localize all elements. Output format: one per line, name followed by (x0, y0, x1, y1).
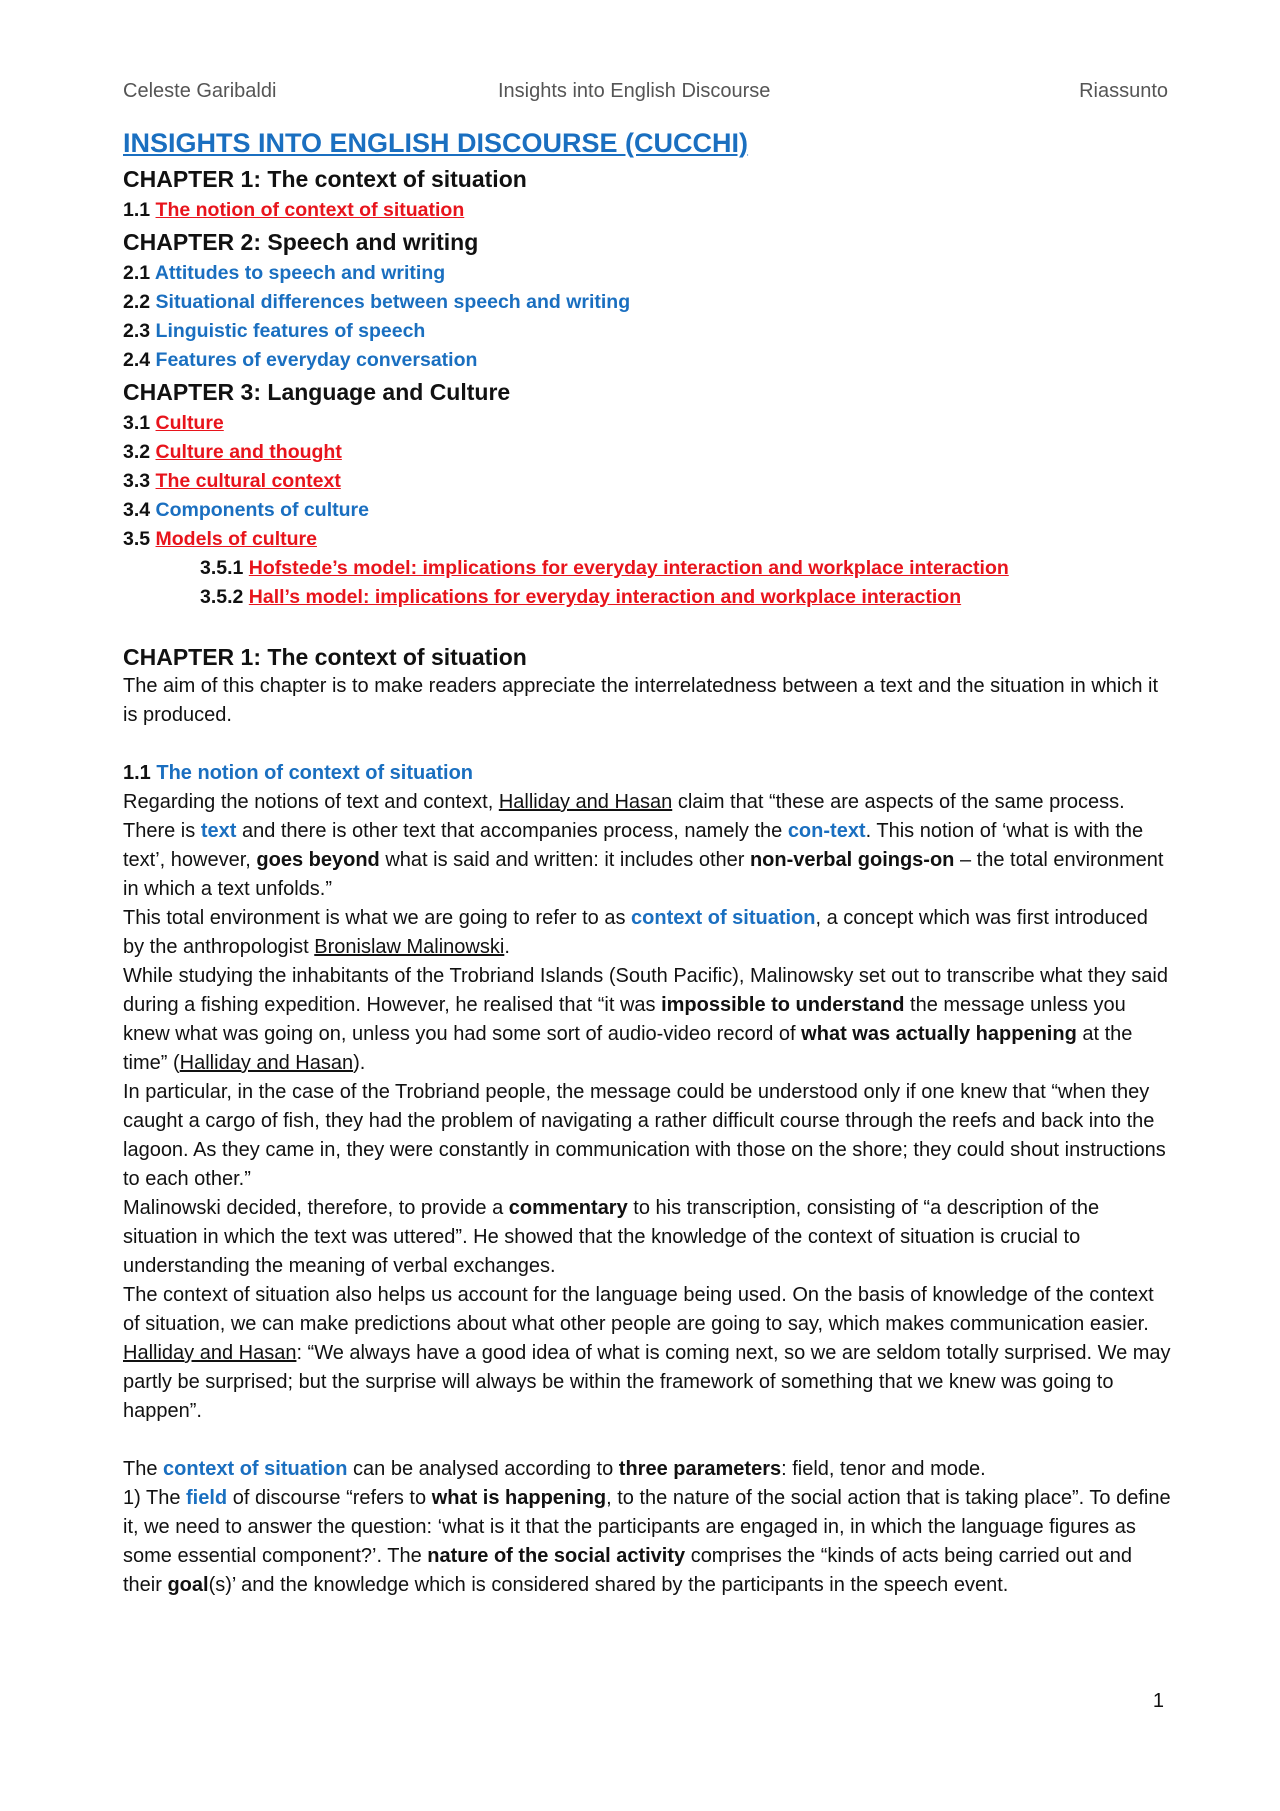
toc-number: 2.4 (123, 349, 151, 371)
toc-number: 3.2 (123, 441, 151, 463)
toc-number: 3.4 (123, 499, 151, 521)
text-run: claim that “these are aspects of the same process. There is (123, 791, 1125, 842)
toc-link[interactable]: Attitudes to speech and writing (154, 262, 446, 284)
text-run: While studying the inhabitants of the Trobriand Islands (South Pacific), Malinowsky set out to transcribe what they said during a fishing expedition. However, he realised that “it was (123, 965, 1168, 1016)
text-run: , a concept which was first introduced by the anthropologist (123, 907, 1148, 958)
text-run: the message unless you knew what was going on, unless you had some sort of audio-video record of (123, 994, 1126, 1045)
paragraph-2 (123, 904, 1173, 962)
toc-item-1-1[interactable] (123, 196, 1173, 225)
text-run: to his transcription, consisting of “a description of the situation in which the text was uttered”. He showed that the knowledge of the context of situation is crucial to understanding the meaning of verbal exchanges. (123, 1197, 1100, 1277)
text-run: Regarding the notions of text and context, (123, 791, 494, 813)
text-run: (s)’ and the knowledge which is considered shared by the participants in the speech event. (208, 1574, 1009, 1596)
text-run: ). (353, 1052, 366, 1074)
header-type: Riassunto (1079, 80, 1168, 102)
toc-number: 1.1 (123, 199, 151, 221)
text-run: what is said and written: it includes other (385, 849, 745, 871)
paragraph-3 (123, 962, 1173, 1078)
toc-link[interactable]: Culture (155, 412, 224, 434)
emphasis: what is happening (431, 1487, 607, 1509)
text-run: can be analysed according to (353, 1458, 614, 1480)
text-run: : field, tenor and mode. (781, 1458, 986, 1480)
toc-item-3-5[interactable] (123, 525, 1173, 554)
toc-item-3-4[interactable] (123, 496, 1173, 525)
table-of-contents (123, 162, 1173, 612)
paragraph-4: In particular, in the case of the Trobriand people, the message could be understood only if one knew that “when they caught a cargo of fish, they had the problem of navigating a rather difficult course through the reefs and back into the lagoon. As they came in, they were constantly in communication with those on the shore; they could shout instructions to each other.” (123, 1081, 1166, 1190)
text-run: comprises the “kinds of acts being carried out and their (123, 1545, 1133, 1596)
text-run: : “We always have a good idea of what is coming next, so we are seldom totally surprised. We may partly be surprised; but the surprise will always be within the framework of something that we knew was going to happen”. (123, 1342, 1171, 1422)
toc-link[interactable]: The cultural context (155, 470, 341, 492)
toc-link[interactable]: Linguistic features of speech (155, 320, 426, 342)
emphasis: goal (167, 1574, 209, 1596)
toc-number: 2.1 (123, 262, 151, 284)
toc-number: 3.5.1 (200, 557, 244, 579)
header-title: Insights into English Discourse (498, 80, 771, 102)
toc-number: 2.3 (123, 320, 151, 342)
paragraph-8 (123, 1455, 1173, 1484)
emphasis: impossible to understand (661, 994, 905, 1016)
toc-link[interactable]: The notion of context of situation (155, 199, 465, 221)
text-run: and there is other text that accompanies process, namely the (241, 820, 783, 842)
citation: Halliday and Hasan (179, 1052, 354, 1074)
text-run: 1) The (123, 1487, 181, 1509)
header-author: Celeste Garibaldi (123, 80, 277, 102)
toc-item-2-2[interactable] (123, 288, 1173, 317)
chapter-intro: The aim of this chapter is to make readers appreciate the interrelatedness between a text and the situation in which it is produced. (123, 675, 1159, 726)
emphasis: commentary (508, 1197, 628, 1219)
toc-number: 3.5 (123, 528, 151, 550)
citation: Bronislaw Malinowski (314, 936, 505, 958)
paragraph-5 (123, 1194, 1173, 1281)
toc-number: 3.5.2 (200, 586, 244, 608)
emphasis: goes beyond (256, 849, 380, 871)
toc-item-3-1[interactable] (123, 409, 1173, 438)
toc-item-2-1[interactable] (123, 259, 1173, 288)
keyword: context of situation (163, 1458, 348, 1480)
section-title: The notion of context of situation (156, 762, 474, 784)
section-number: 1.1 (123, 762, 151, 784)
toc-chapter-1[interactable]: CHAPTER 1: The context of situation (123, 166, 527, 192)
emphasis: non-verbal goings-on (749, 849, 955, 871)
toc-number: 3.1 (123, 412, 151, 434)
toc-number: 3.3 (123, 470, 151, 492)
toc-link[interactable]: Features of everyday conversation (155, 349, 478, 371)
text-run: . (504, 936, 510, 958)
keyword: text (200, 820, 237, 842)
toc-link[interactable]: Components of culture (155, 499, 369, 521)
text-run: – the total environment in which a text unfolds.” (123, 849, 1164, 900)
emphasis: nature of the social activity (427, 1545, 686, 1567)
text-run: Malinowski decided, therefore, to provide a (123, 1197, 504, 1219)
text-run: The (123, 1458, 158, 1480)
paragraph-6: The context of situation also helps us account for the language being used. On the basis of knowledge of the context of situation, we can make predictions about what other people are going to say, which makes communication easier. (123, 1284, 1154, 1335)
document-title: INSIGHTS INTO ENGLISH DISCOURSE (CUCCHI) (123, 128, 749, 158)
document-body (123, 124, 1173, 1600)
toc-item-3-5-1[interactable] (123, 554, 1173, 583)
page-number: 1 (1152, 1690, 1164, 1712)
emphasis: what was actually happening (801, 1023, 1077, 1045)
citation: Halliday and Hasan (123, 1342, 297, 1364)
text-run: . This notion of ‘what is with the text’, however, (123, 820, 1144, 871)
keyword: context of situation (631, 907, 816, 929)
toc-item-2-4[interactable] (123, 346, 1173, 375)
toc-chapter-2[interactable]: CHAPTER 2: Speech and writing (123, 229, 479, 255)
paragraph-9 (123, 1484, 1173, 1600)
paragraph-7 (123, 1339, 1173, 1426)
text-run: , to the nature of the social action that is taking place”. To define it, we need to answer the question: ‘what is it that the participants are engaged in, in which the language figures as some essential component?’. The (123, 1487, 1171, 1567)
chapter-1-heading: CHAPTER 1: The context of situation (123, 644, 527, 670)
toc-chapter-3[interactable]: CHAPTER 3: Language and Culture (123, 379, 511, 405)
toc-item-2-3[interactable] (123, 317, 1173, 346)
toc-item-3-5-2[interactable] (123, 583, 1173, 612)
section-1-1-heading (123, 759, 1173, 788)
toc-link[interactable]: Models of culture (155, 528, 317, 550)
toc-item-3-2[interactable] (123, 438, 1173, 467)
toc-link[interactable]: Hofstede’s model: implications for everyday interaction and workplace interaction (248, 557, 1009, 579)
keyword: field (186, 1487, 228, 1509)
text-run: at the time” ( (123, 1023, 1133, 1074)
keyword: con-text (787, 820, 866, 842)
emphasis: three parameters (618, 1458, 782, 1480)
toc-number: 2.2 (123, 291, 151, 313)
text-run: of discourse “refers to (232, 1487, 427, 1509)
toc-link[interactable]: Situational differences between speech and writing (155, 291, 631, 313)
toc-item-3-3[interactable] (123, 467, 1173, 496)
toc-link[interactable]: Culture and thought (155, 441, 342, 463)
citation: Halliday and Hasan (498, 791, 673, 813)
paragraph-1 (123, 788, 1173, 904)
text-run: This total environment is what we are going to refer to as (123, 907, 626, 929)
toc-link[interactable]: Hall’s model: implications for everyday interaction and workplace interaction (248, 586, 962, 608)
